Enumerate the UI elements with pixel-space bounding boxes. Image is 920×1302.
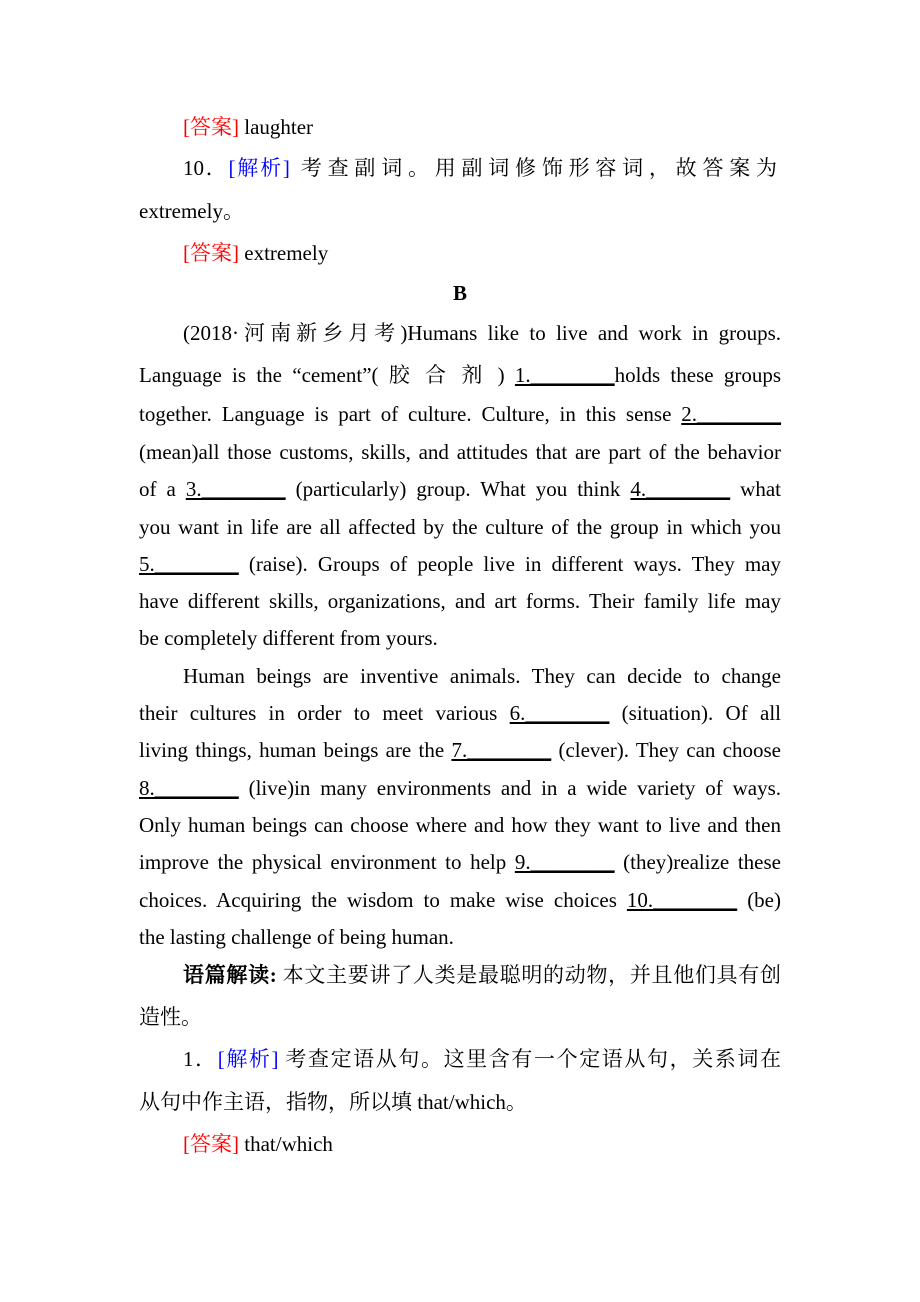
blank-number: 4.________	[630, 477, 731, 501]
blank-number: 3.________	[185, 477, 286, 501]
text-line	[139, 737, 781, 763]
text-span: Language is the “cement”( 胶 合 剂 )	[139, 363, 515, 387]
text-line	[139, 812, 781, 838]
text-span: (mean)all those customs, skills, and attitudes that are part of the behavior	[139, 440, 781, 464]
text-span: what	[730, 477, 781, 501]
text-span: extremely	[239, 241, 329, 265]
text-span: improve the physical environment to help	[139, 850, 515, 874]
text-span: 10．	[183, 156, 229, 180]
text-span: laughter	[239, 115, 314, 139]
text-span: 从句中作主语，指物，所以填 that/which。	[139, 1090, 527, 1114]
text-line	[139, 439, 781, 465]
text-line	[139, 198, 781, 224]
blank-number: 9.________	[514, 850, 615, 874]
text-line	[183, 320, 781, 346]
text-line	[183, 155, 781, 181]
text-span: (situation). Of all	[609, 701, 781, 725]
text-span: be completely different from yours.	[139, 626, 438, 650]
text-span: holds these groups	[614, 363, 781, 387]
text-span: Human beings are inventive animals. They can decide to change	[183, 664, 781, 688]
text-span: (clever). They can choose	[551, 738, 781, 762]
blank-number: 10.________	[626, 888, 738, 912]
text-line	[139, 514, 781, 540]
text-span: 考查副词。用副词修饰形容词，故答案为	[289, 156, 781, 180]
text-line	[183, 1131, 781, 1157]
text-line	[139, 401, 781, 427]
blank-number: 1.________	[514, 363, 615, 387]
blank-number: 8.________	[139, 776, 239, 800]
text-line	[139, 362, 781, 388]
text-line	[139, 551, 781, 577]
analysis-label: [解析]	[217, 1047, 279, 1071]
text-span: 造性。	[139, 1005, 202, 1029]
text-line	[139, 887, 781, 913]
text-line	[183, 663, 781, 689]
blank-number: 5.________	[139, 552, 239, 576]
text-line	[139, 476, 781, 502]
text-line	[183, 962, 781, 988]
text-line	[139, 588, 781, 614]
section-heading	[139, 280, 781, 306]
answer-label: [答案]	[183, 241, 239, 265]
text-line	[139, 700, 781, 726]
text-span: 本文主要讲了人类是最聪明的动物，并且他们具有创	[276, 963, 782, 987]
text-span: have different skills, organizations, and art forms. Their family life may	[139, 589, 781, 613]
text-span: (they)realize these	[614, 850, 781, 874]
text-span: living things, human beings are the	[139, 738, 452, 762]
text-span: 语篇解读:	[183, 963, 277, 987]
blank-number: 2.________	[681, 402, 781, 426]
text-span: (be)	[737, 888, 781, 912]
text-span: choices. Acquiring the wisdom to make wise choices	[139, 888, 627, 912]
text-line	[183, 1046, 781, 1072]
text-span: B	[452, 281, 467, 305]
text-span: that/which	[239, 1132, 333, 1156]
text-line	[139, 625, 781, 651]
text-span: Only human beings can choose where and how they want to live and then	[139, 813, 781, 837]
answer-label: [答案]	[183, 115, 239, 139]
text-span: of a	[139, 477, 186, 501]
text-span: extremely。	[139, 199, 244, 223]
text-line	[183, 114, 781, 140]
text-span: 考查定语从句。这里含有一个定语从句，关系词在	[278, 1047, 782, 1071]
text-span: (particularly) group. What you think	[285, 477, 631, 501]
answer-label: [答案]	[183, 1132, 239, 1156]
blank-number: 6.________	[509, 701, 610, 725]
text-span: their cultures in order to meet various	[139, 701, 510, 725]
analysis-label: [解析]	[228, 156, 290, 180]
text-line	[139, 924, 781, 950]
text-span: (live)in many environments and in a wide variety of ways.	[238, 776, 781, 800]
text-span: together. Language is part of culture. Culture, in this sense	[139, 402, 682, 426]
text-line	[139, 849, 781, 875]
text-line	[139, 1004, 781, 1030]
text-line	[139, 1089, 781, 1115]
text-span: the lasting challenge of being human.	[139, 925, 454, 949]
text-span: you want in life are all affected by the culture of the group in which you	[139, 515, 781, 539]
text-span: 1．	[183, 1047, 218, 1071]
text-span: (raise). Groups of people live in different ways. They may	[238, 552, 781, 576]
text-span: (2018·河南新乡月考)Humans like to live and work in groups.	[183, 321, 781, 345]
text-line	[183, 240, 781, 266]
text-line	[139, 775, 781, 801]
blank-number: 7.________	[451, 738, 552, 762]
